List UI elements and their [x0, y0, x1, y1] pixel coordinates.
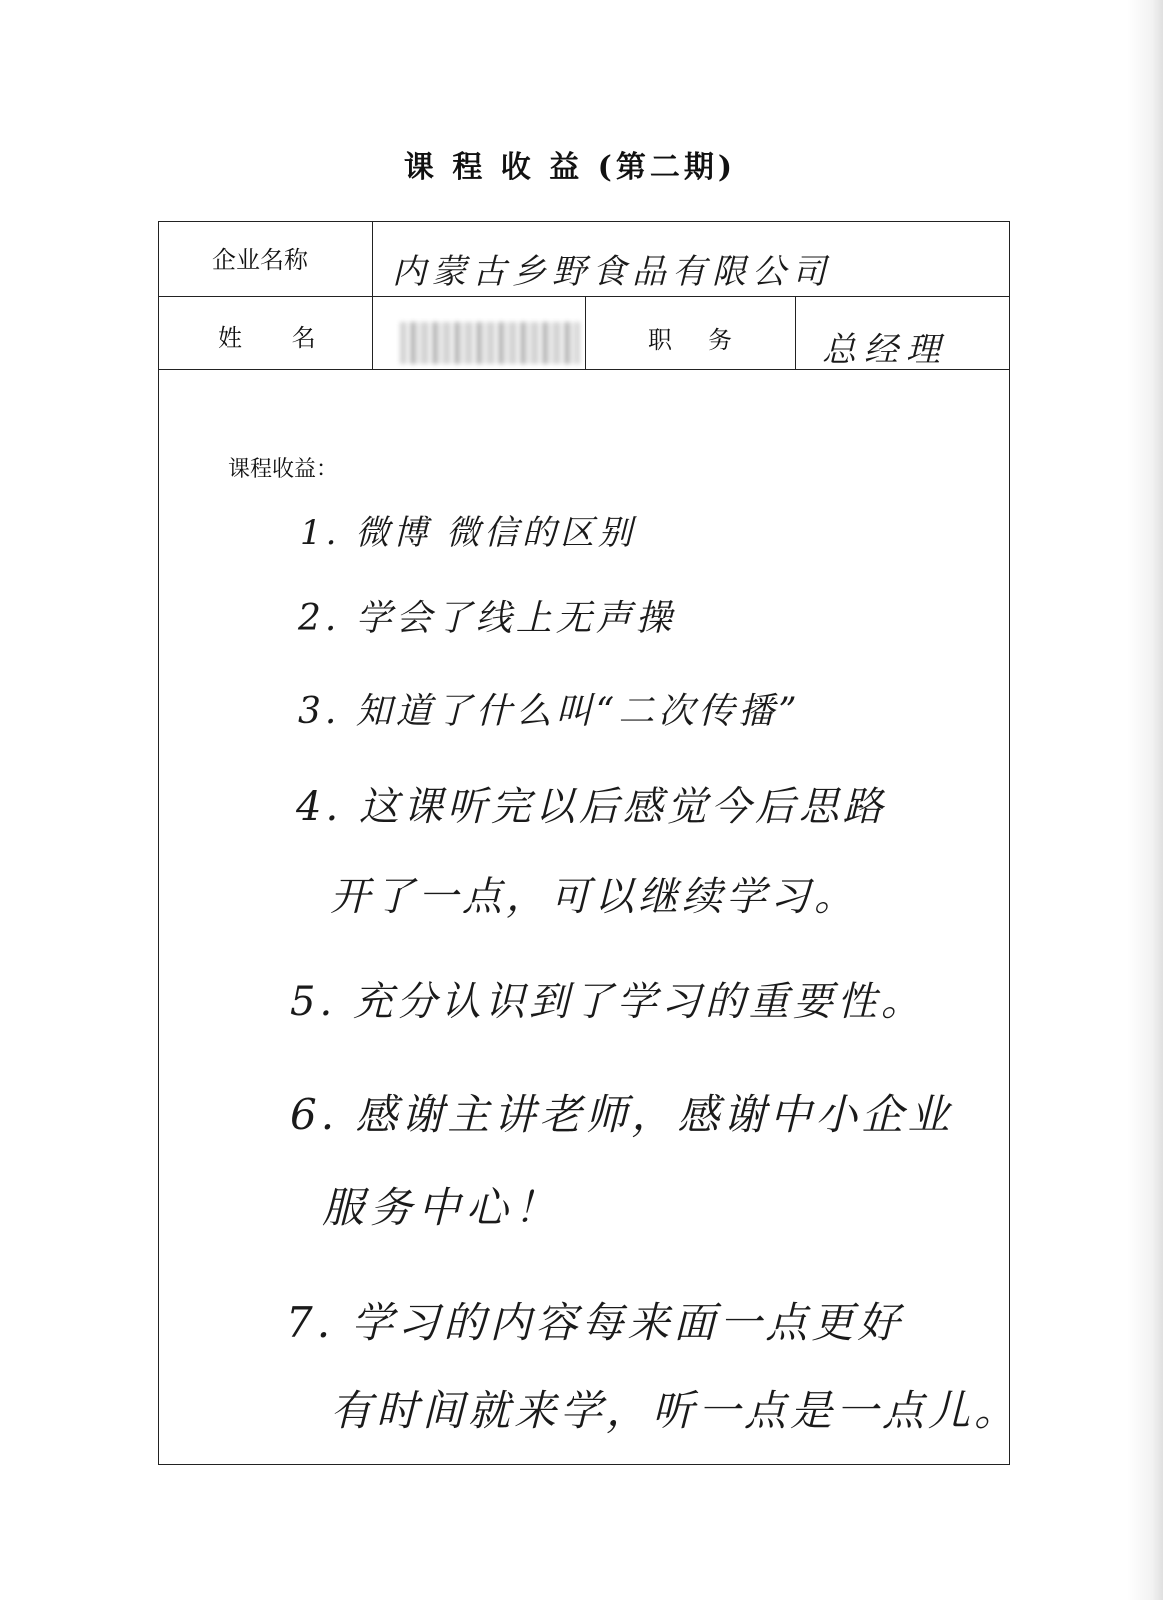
benefit-line: 服务中心！ [322, 1183, 563, 1232]
benefit-line: 开了一点，可以继续学习。 [330, 874, 858, 920]
benefit-line: 4. 这课听完以后感觉今后思路 [296, 784, 887, 830]
position-label: 职 务 [648, 326, 738, 354]
name-label: 姓 名 [218, 324, 322, 352]
benefit-line: 有时间就来学，听一点是一点儿。 [330, 1386, 1021, 1435]
benefit-line: 3. 知道了什么叫“二次传播” [298, 691, 801, 732]
benefit-line: 2. 学会了线上无声操 [298, 598, 676, 639]
benefit-line: 6. 感谢主讲老师，感谢中小企业 [290, 1090, 954, 1139]
course-benefit-form [158, 221, 1010, 1465]
benefits-label: 课程收益： [228, 457, 339, 482]
position-value: 总经理 [822, 330, 948, 370]
form-title: 课 程 收 益 (第二期) [403, 150, 737, 185]
benefit-line: 5. 充分认识到了学习的重要性。 [290, 979, 925, 1025]
label-column-divider [372, 221, 373, 369]
benefit-line: 7. 学习的内容每来面一点更好 [286, 1298, 904, 1347]
position-column-divider [795, 296, 796, 369]
benefit-line: 1. 微博 微信的区别 [300, 513, 637, 553]
scan-shadow-edge [1127, 0, 1163, 1600]
name-column-divider [585, 296, 586, 369]
company-name-value: 内蒙古乡野食品有限公司 [392, 252, 832, 292]
redacted-name-value [400, 322, 580, 364]
row-divider-1 [158, 296, 1010, 297]
company-name-label: 企业名称 [212, 246, 308, 274]
